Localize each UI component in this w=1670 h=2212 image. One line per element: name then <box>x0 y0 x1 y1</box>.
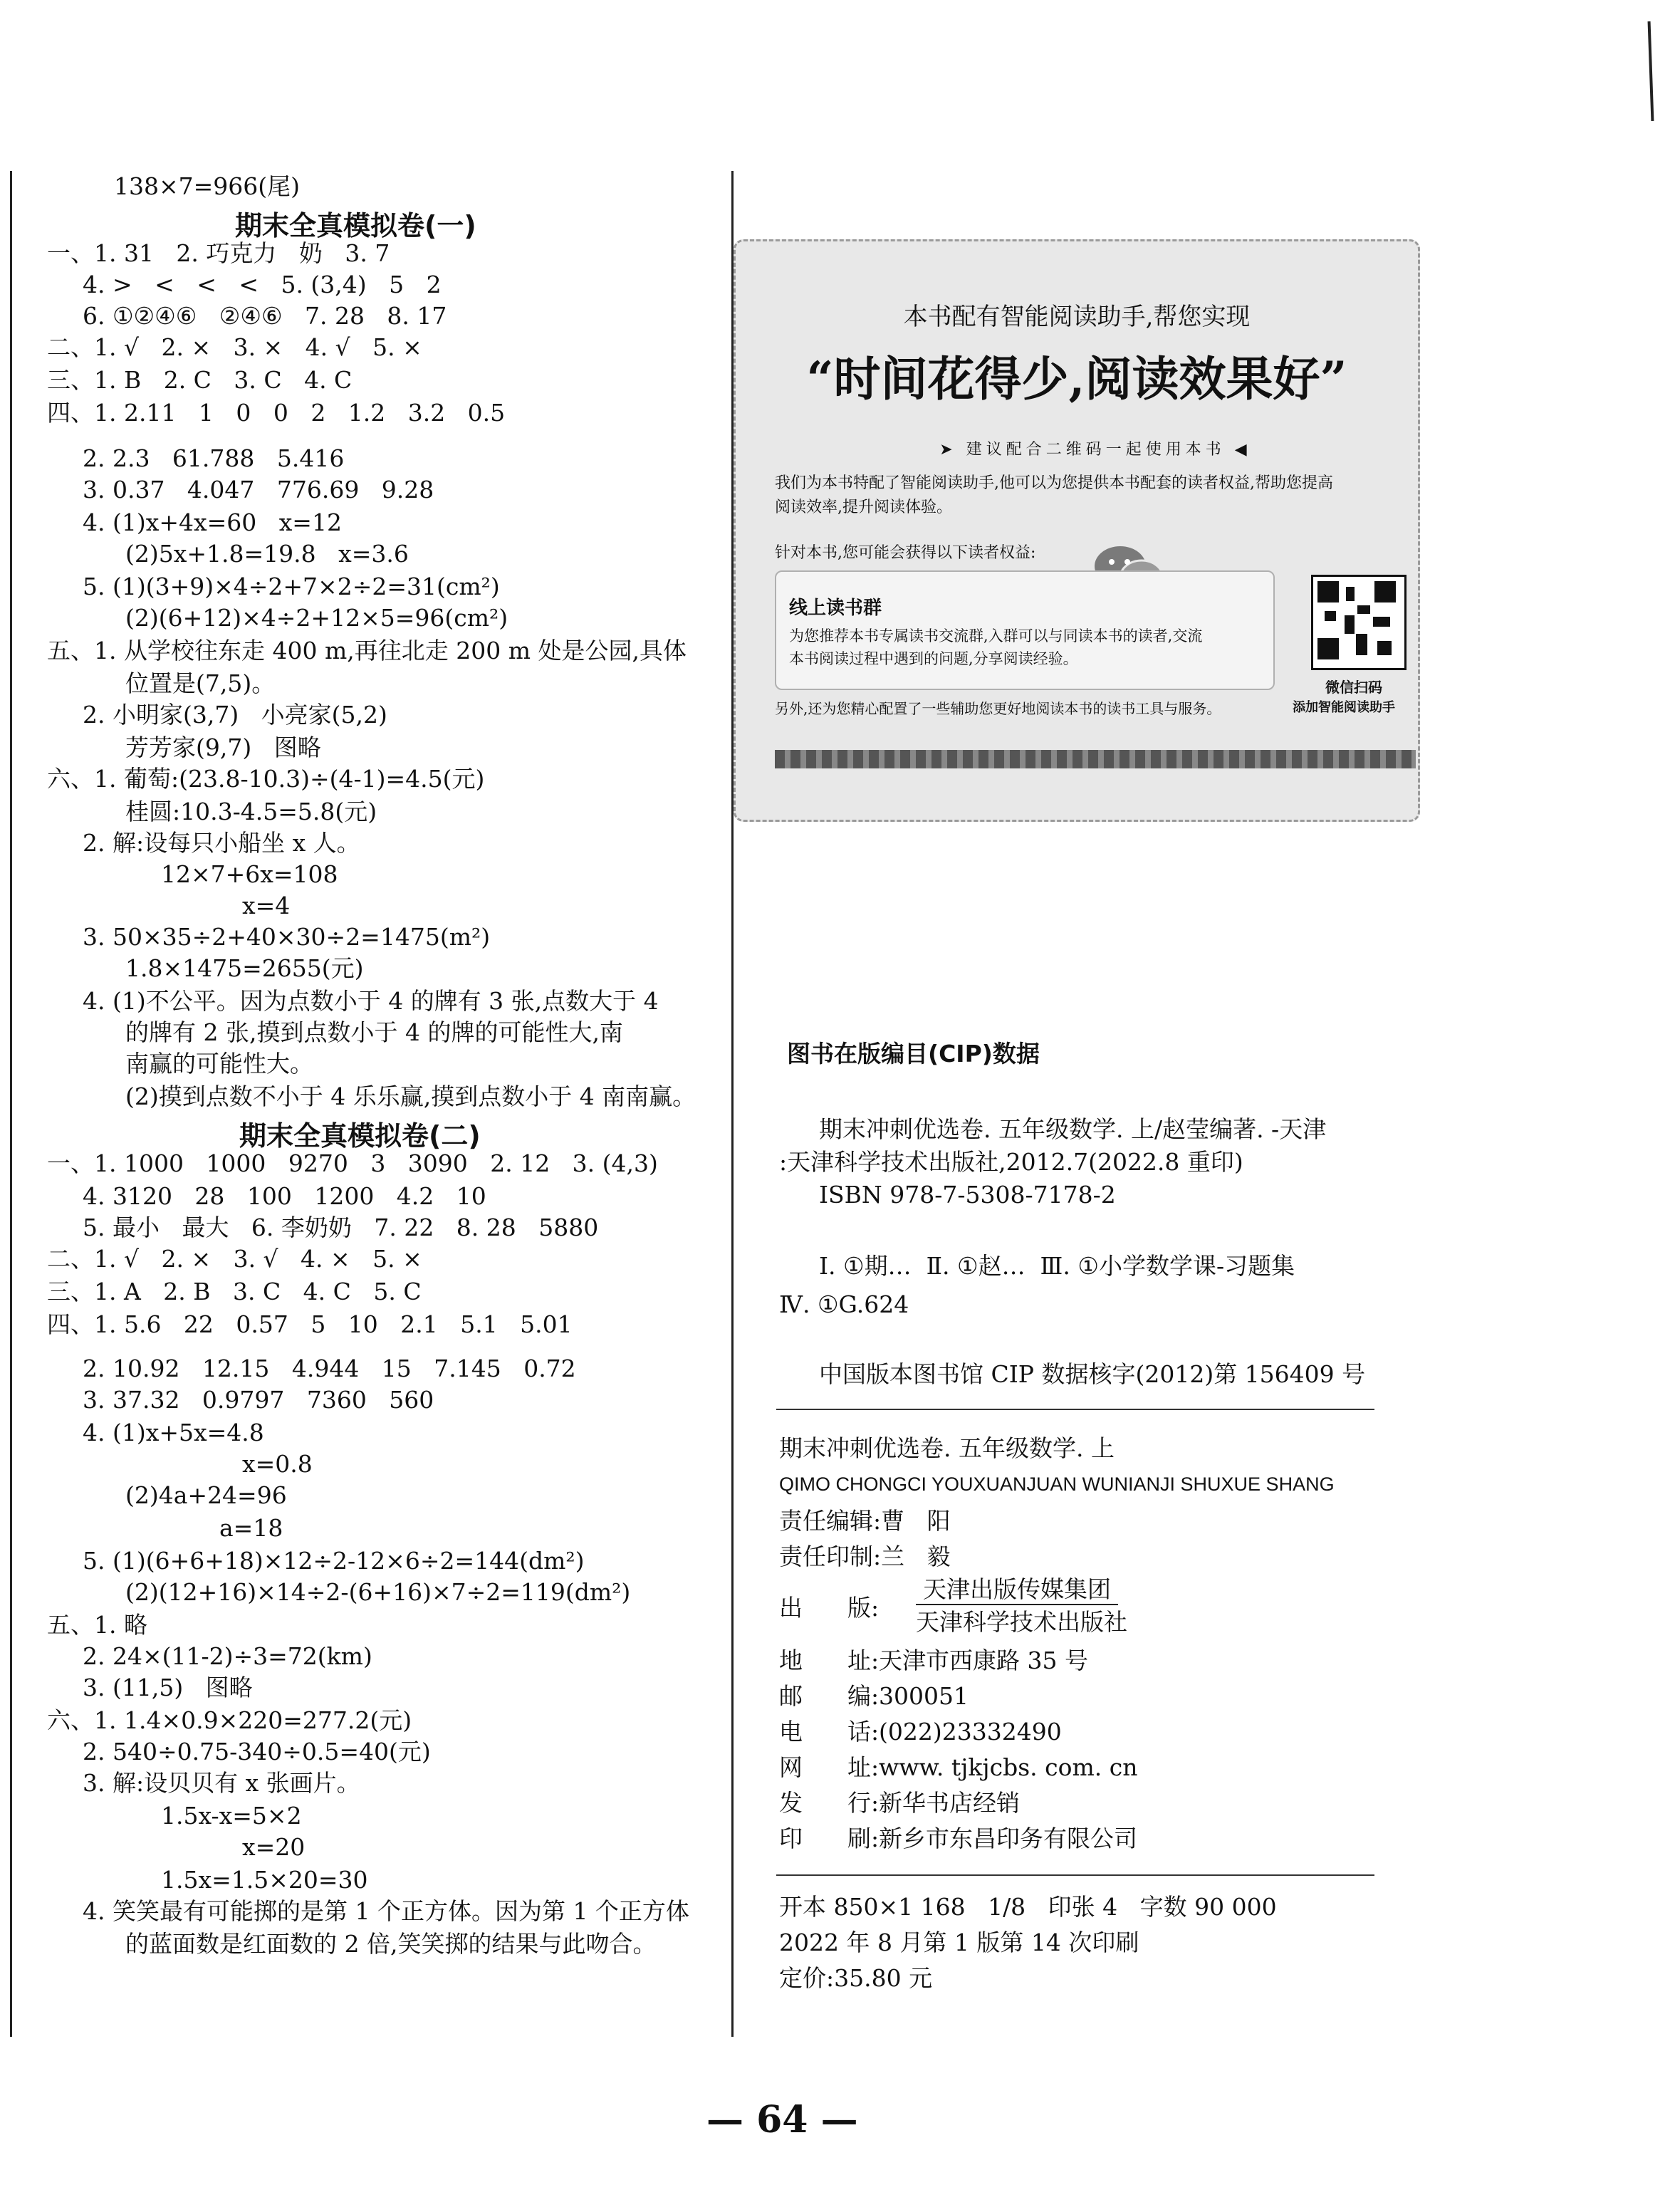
notice-footer-stripe <box>775 750 1416 768</box>
answer-line: 4. (1)不公平。因为点数小于 4 的牌有 3 张,点数大于 4 <box>83 987 659 1015</box>
imprint-publisher-house: 天津科学技术出版社 <box>916 1608 1127 1636</box>
answer-line: 二、1. √ 2. × 3. × 4. √ 5. × <box>47 333 422 361</box>
answer-line: 1.5x-x=5×2 <box>161 1802 302 1830</box>
answer-line: x=20 <box>242 1833 306 1861</box>
imprint-title: 期末冲刺优选卷. 五年级数学. 上 <box>779 1434 1115 1462</box>
answer-line: 一、1. 1000 1000 9270 3 3090 2. 12 3. (4,3) <box>47 1149 658 1177</box>
answer-line: 12×7+6x=108 <box>161 860 338 888</box>
imprint-printer: 印 刷:新乡市东昌印务有限公司 <box>779 1825 1138 1852</box>
imprint-postcode: 邮 编:300051 <box>779 1682 969 1710</box>
cip-class: Ⅳ. ①G.624 <box>779 1290 909 1318</box>
page-number: — 64 — <box>706 2098 858 2141</box>
imprint-price: 定价:35.80 元 <box>779 1964 933 1992</box>
answer-line: (2)(6+12)×4÷2+12×5=96(cm²) <box>125 604 508 632</box>
answer-line: 2. 10.92 12.15 4.944 15 7.145 0.72 <box>83 1355 576 1382</box>
answer-line: 4. 3120 28 100 1200 4.2 10 <box>83 1182 486 1210</box>
hint-arrow-icon: ➤ <box>939 441 966 459</box>
cip-line: 期末冲刺优选卷. 五年级数学. 上/赵莹编著. -天津 <box>819 1115 1327 1143</box>
answer-line: 芳芳家(9,7) 图略 <box>125 734 321 761</box>
answer-line: 5. 最小 最大 6. 李奶奶 7. 22 8. 28 5880 <box>83 1214 599 1241</box>
notice-slogan: “时间花得少,阅读效果好” <box>806 351 1347 407</box>
online-reading-group-panel <box>775 570 1275 690</box>
notice-description-2: 阅读效率,提升阅读体验。 <box>775 499 952 516</box>
answer-line: 2. 24×(11-2)÷3=72(km) <box>83 1642 372 1670</box>
imprint-phone: 电 话:(022)23332490 <box>779 1718 1062 1746</box>
cip-rule <box>776 1409 1374 1410</box>
imprint-publisher-label: 出 版: <box>779 1594 880 1622</box>
cip-heading: 图书在版编目(CIP)数据 <box>787 1040 1040 1068</box>
answer-line: 3. 解:设贝贝有 x 张画片。 <box>83 1769 360 1797</box>
answer-line: 4. 笑笑最有可能掷的是第 1 个正方体。因为第 1 个正方体 <box>83 1897 689 1925</box>
group-description-2: 本书阅读过程中遇到的问题,分享阅读经验。 <box>789 650 1078 667</box>
answer-line: 二、1. √ 2. × 3. √ 4. × 5. × <box>47 1245 422 1273</box>
hint-arrow-icon: ◀ <box>1225 441 1251 459</box>
imprint-format: 开本 850×1 168 1/8 印张 4 字数 90 000 <box>779 1893 1277 1921</box>
cip-line: :天津科学技术出版社,2012.7(2022.8 重印) <box>779 1148 1243 1176</box>
answer-line: a=18 <box>219 1514 283 1542</box>
notice-rights-label: 针对本书,您可能会获得以下读者权益: <box>775 544 1036 562</box>
notice-intro-line: 本书配有智能阅读助手,帮您实现 <box>903 303 1251 331</box>
imprint-website: 网 址:www. tjkjcbs. com. cn <box>779 1753 1138 1781</box>
answer-line: (2)摸到点数不小于 4 乐乐赢,摸到点数小于 4 南南赢。 <box>125 1082 696 1110</box>
answer-line: 2. 2.3 61.788 5.416 <box>83 444 345 472</box>
answer-line: 138×7=966(尾) <box>114 172 301 200</box>
answer-line: 3. (11,5) 图略 <box>83 1674 253 1701</box>
imprint-address: 地 址:天津市西康路 35 号 <box>779 1647 1089 1674</box>
answer-line: (2)(12+16)×14÷2-(6+16)×7÷2=119(dm²) <box>125 1578 631 1606</box>
section-heading-exam-2: 期末全真模拟卷(二) <box>239 1120 481 1152</box>
notice-hint-text: 建议配合二维码一起使用本书 <box>966 441 1226 459</box>
answer-line: 2. 540÷0.75-340÷0.5=40(元) <box>83 1738 431 1765</box>
notice-description-1: 我们为本书特配了智能阅读助手,他可以为您提供本书配套的读者权益,帮助您提高 <box>775 474 1333 492</box>
answer-line: 5. (1)(3+9)×4÷2+7×2÷2=31(cm²) <box>83 573 500 600</box>
answer-line: 1.8×1475=2655(元) <box>125 954 364 982</box>
answer-line: 1.5x=1.5×20=30 <box>161 1866 368 1894</box>
reading-assistant-notice <box>734 239 1420 822</box>
answer-line: 5. (1)(6+6+18)×12÷2-12×6÷2=144(dm²) <box>83 1547 585 1575</box>
imprint-pinyin: QIMO CHONGCI YOUXUANJUAN WUNIANJI SHUXUE SHANG <box>779 1473 1335 1495</box>
answer-line: (2)5x+1.8=19.8 x=3.6 <box>125 540 409 568</box>
answer-line: 3. 50×35÷2+40×30÷2=1475(m²) <box>83 923 491 951</box>
answer-line: 的蓝面数是红面数的 2 倍,笑笑掷的结果与此吻合。 <box>125 1930 657 1958</box>
answer-line: 四、1. 2.11 1 0 0 2 1.2 3.2 0.5 <box>47 399 506 427</box>
answer-line: 2. 解:设每只小船坐 x 人。 <box>83 829 360 857</box>
answer-line: 南赢的可能性大。 <box>125 1050 313 1078</box>
imprint-publisher-group: 天津出版传媒集团 <box>916 1575 1118 1605</box>
answer-line: 4. (1)x+4x=60 x=12 <box>83 508 342 536</box>
answer-line: 五、1. 从学校往东走 400 m,再往北走 200 m 处是公园,具体 <box>47 637 687 664</box>
imprint-distributor: 发 行:新华书店经销 <box>779 1789 1021 1817</box>
section-heading-exam-1: 期末全真模拟卷(一) <box>235 210 476 241</box>
answer-line: 三、1. A 2. B 3. C 4. C 5. C <box>47 1278 422 1305</box>
imprint-print-manager: 责任印制:兰 毅 <box>779 1543 951 1570</box>
answer-line: 三、1. B 2. C 3. C 4. C <box>47 366 353 394</box>
notice-hint <box>736 419 1418 477</box>
imprint-rule <box>776 1874 1374 1876</box>
qr-label-sub: 添加智能阅读助手 <box>1293 700 1395 715</box>
qr-label: 微信扫码 <box>1325 679 1382 696</box>
qr-code[interactable] <box>1311 575 1407 670</box>
left-margin-rule <box>10 171 12 2037</box>
cip-verify: 中国版本图书馆 CIP 数据核字(2012)第 156409 号 <box>819 1360 1366 1388</box>
answer-line: 位置是(7,5)。 <box>125 669 276 697</box>
right-edge-mark <box>1648 21 1654 121</box>
answer-line: 桂圆:10.3-4.5=5.8(元) <box>125 798 377 825</box>
group-description-1: 为您推荐本书专属读书交流群,入群可以与同读本书的读者,交流 <box>789 627 1203 645</box>
imprint-edition: 2022 年 8 月第 1 版第 14 次印刷 <box>779 1929 1139 1956</box>
answer-line: 六、1. 1.4×0.9×220=277.2(元) <box>47 1706 412 1734</box>
answer-line: 4. (1)x+5x=4.8 <box>83 1419 264 1446</box>
notice-extra: 另外,还为您精心配置了一些辅助您更好地阅读本书的读书工具与服务。 <box>775 700 1221 717</box>
imprint-editor: 责任编辑:曹 阳 <box>779 1507 951 1535</box>
answer-line: 3. 37.32 0.9797 7360 560 <box>83 1386 434 1414</box>
answer-line: 6. ①②④⑥ ②④⑥ 7. 28 8. 17 <box>83 302 447 330</box>
answer-line: x=0.8 <box>242 1450 313 1478</box>
answer-line: (2)4a+24=96 <box>125 1481 287 1509</box>
group-title: 线上读书群 <box>789 598 882 619</box>
answer-line: 四、1. 5.6 22 0.57 5 10 2.1 5.1 5.01 <box>47 1310 573 1338</box>
answer-line: 六、1. 葡萄:(23.8-10.3)÷(4-1)=4.5(元) <box>47 765 485 793</box>
cip-class: Ⅰ. ①期… Ⅱ. ①赵… Ⅲ. ①小学数学课-习题集 <box>819 1252 1295 1280</box>
answer-line: 3. 0.37 4.047 776.69 9.28 <box>83 476 434 504</box>
cip-isbn: ISBN 978-7-5308-7178-2 <box>819 1181 1116 1209</box>
answer-line: 五、1. 略 <box>47 1611 147 1639</box>
answer-line: x=4 <box>242 892 291 919</box>
answer-line: 的牌有 2 张,摸到点数小于 4 的牌的可能性大,南 <box>125 1018 623 1046</box>
answer-line: 一、1. 31 2. 巧克力 奶 3. 7 <box>47 239 390 267</box>
answer-line: 4. > < < < 5. (3,4) 5 2 <box>83 271 442 298</box>
answer-line: 2. 小明家(3,7) 小亮家(5,2) <box>83 701 387 729</box>
